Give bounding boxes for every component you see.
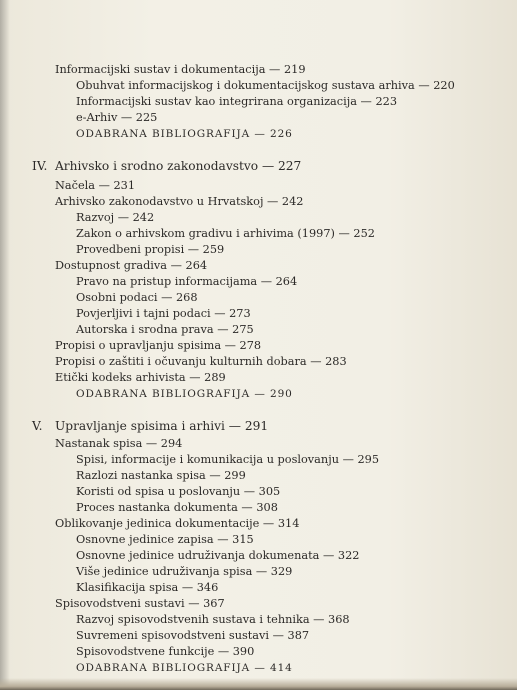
entry-text: Propisi o zaštiti i očuvanju kulturnih dobara — 283 [55, 355, 347, 368]
entry-text: Proces nastanka dokumenta — 308 [76, 501, 278, 514]
entry-text: Obuhvat informacijskog i dokumentacijskog sustava arhiva — 220 [76, 79, 455, 92]
entry-text: Više jedinice udruživanja spisa — 329 [76, 565, 293, 578]
entry-text: Povjerljivi i tajni podaci — 273 [76, 307, 251, 320]
toc-entry [76, 306, 251, 322]
entry-text: Dostupnost gradiva — 264 [55, 259, 208, 272]
entry-text: Provedbeni propisi — 259 [76, 243, 225, 256]
entry-text: Upravljanje spisima i arhivi — 291 [55, 419, 269, 433]
toc-entry [55, 354, 347, 370]
entry-text: Informacijski sustav i dokumentacija — 219 [55, 63, 306, 76]
entry-text: Koristi od spisa u poslovanju — 305 [76, 485, 281, 498]
toc-entry [76, 94, 397, 110]
entry-text: Pravo na pristup informacijama — 264 [76, 275, 298, 288]
toc-entry [76, 532, 254, 548]
toc-entry [55, 436, 182, 452]
entry-text: Razvoj — 242 [76, 211, 155, 224]
toc-entry [76, 290, 198, 306]
toc-entry [55, 370, 226, 386]
entry-text: Nastanak spisa — 294 [55, 437, 183, 450]
toc-entry [76, 644, 254, 660]
bibliography-entry: ODABRANA BIBLIOGRAFIJA — 290 [76, 388, 293, 400]
toc-entry [76, 580, 218, 596]
entry-text: Zakon o arhivskom gradivu i arhivima (1997) — 252 [76, 227, 375, 240]
toc-entry [76, 322, 254, 338]
entry-text: Razvoj spisovodstvenih sustava i tehnika — 368 [76, 613, 350, 626]
entry-text: Suvremeni spisovodstveni sustavi — 387 [76, 629, 310, 642]
toc-entry [55, 338, 261, 354]
entry-text: Spisi, informacije i komunikacija u poslovanju — 295 [76, 453, 380, 466]
entry-text: Arhivsko zakonodavstvo u Hrvatskoj — 242 [55, 195, 304, 208]
entry-text: Propisi o upravljanju spisima — 278 [55, 339, 262, 352]
toc-entry [76, 484, 280, 500]
toc-entry [76, 210, 154, 226]
toc-entry [76, 274, 297, 290]
entry-text: Etički kodeks arhivista — 289 [55, 371, 226, 384]
entry-text: Osnovne jedinice udruživanja dokumenata — 322 [76, 549, 360, 562]
toc-entry [76, 660, 293, 676]
toc-entry [76, 226, 375, 242]
toc-entry [55, 596, 225, 612]
toc-entry [76, 564, 292, 580]
toc-entry [76, 468, 246, 484]
entry-text: Autorska i srodna prava — 275 [76, 323, 254, 336]
toc-entry [76, 500, 278, 516]
toc-entry [55, 516, 299, 532]
toc-entry [76, 452, 379, 468]
toc-entry [76, 126, 293, 142]
toc-entry [55, 258, 207, 274]
page-gutter-shadow [0, 0, 10, 690]
toc-chapter-heading [32, 158, 302, 175]
chapter-number: IV. [32, 159, 48, 173]
entry-text: Arhivsko i srodno zakonodavstvo — 227 [55, 159, 302, 173]
chapter-number: V. [32, 419, 43, 433]
toc-entry [76, 242, 224, 258]
toc-entry [76, 386, 293, 402]
entry-text: Osnovne jedinice zapisa — 315 [76, 533, 254, 546]
entry-text: Razlozi nastanka spisa — 299 [76, 469, 246, 482]
toc-entry [76, 612, 350, 628]
page-bottom-edge [0, 678, 517, 690]
toc-entry [55, 194, 304, 210]
entry-text: Osobni podaci — 268 [76, 291, 198, 304]
toc-entry [76, 628, 309, 644]
entry-text: Spisovodstveni sustavi — 367 [55, 597, 225, 610]
toc-entry [76, 110, 157, 126]
entry-text: Oblikovanje jedinica dokumentacije — 314 [55, 517, 300, 530]
toc-entry [55, 62, 306, 78]
entry-text: Informacijski sustav kao integrirana organizacija — 223 [76, 95, 398, 108]
bibliography-entry: ODABRANA BIBLIOGRAFIJA — 414 [76, 662, 293, 674]
entry-text: Klasifikacija spisa — 346 [76, 581, 219, 594]
toc-entry [76, 78, 455, 94]
toc-entry [76, 548, 359, 564]
bibliography-entry: ODABRANA BIBLIOGRAFIJA — 226 [76, 128, 293, 140]
toc-chapter-heading [32, 418, 269, 435]
entry-text: Spisovodstvene funkcije — 390 [76, 645, 255, 658]
entry-text: Načela — 231 [55, 179, 136, 192]
entry-text: e-Arhiv — 225 [76, 111, 158, 124]
toc-entry [55, 178, 135, 194]
